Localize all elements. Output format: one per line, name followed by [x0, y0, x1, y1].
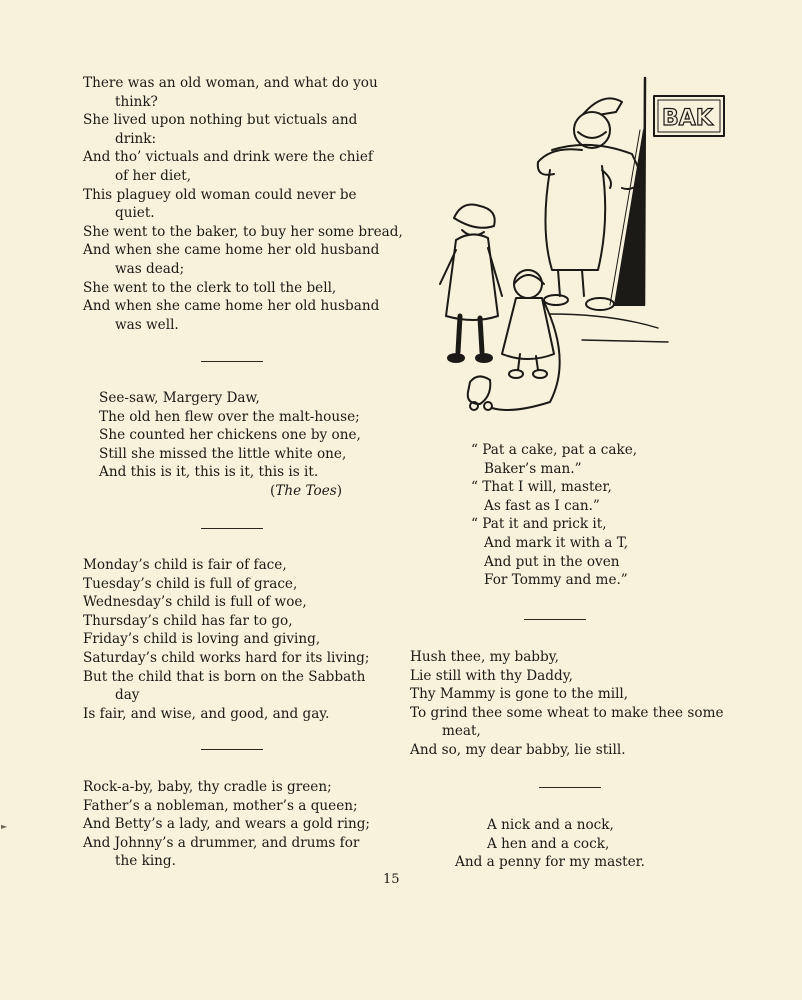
- poem-line: Thursday’s child has far to go,: [83, 612, 293, 629]
- poem-line: Wednesday’s child is full of woe,: [83, 594, 307, 611]
- poem-line: And tho’ victuals and drink were the chief: [83, 149, 373, 166]
- poem-line: Tuesday’s child is full of grace,: [83, 575, 298, 592]
- poem-line: There was an old woman, and what do you: [83, 75, 378, 91]
- poem-line: See-saw, Margery Daw,: [99, 390, 260, 406]
- poem-rock-a-by: [83, 778, 370, 871]
- poem-see-saw: [99, 389, 361, 501]
- poem-line: drink:: [115, 130, 157, 147]
- poem-line: “ Pat it and prick it,: [471, 516, 607, 533]
- poem-line: Monday’s child is fair of face,: [83, 557, 287, 573]
- poem-line: meat,: [442, 723, 481, 740]
- poem-line: And Johnny’s a drummer, and drums for: [83, 834, 360, 851]
- poem-line: And this is it, this is it, this is it.: [99, 464, 319, 481]
- baker-children-illustration: [432, 70, 732, 430]
- poem-line: “ That I will, master,: [471, 479, 612, 496]
- poem-line: think?: [115, 93, 158, 110]
- poem-line: But the child that is born on the Sabbath: [83, 668, 366, 685]
- attribution-title: The Toes: [275, 482, 337, 499]
- poem-line: And Betty’s a lady, and wears a gold ring;: [83, 816, 370, 833]
- page-number: 15: [383, 872, 400, 887]
- shop-sign-text: BAK: [662, 106, 713, 131]
- divider-rule: [201, 528, 263, 529]
- poem-pat-a-cake: [471, 441, 637, 590]
- poem-line: Baker’s man.”: [484, 460, 582, 477]
- poem-line: Rock-a-by, baby, thy cradle is green;: [83, 779, 332, 795]
- poem-line: of her diet,: [115, 167, 192, 184]
- poem-line: And a penny for my master.: [455, 854, 646, 871]
- poem-line: She went to the clerk to toll the bell,: [83, 279, 337, 296]
- divider-rule: [524, 619, 586, 620]
- attribution-close: ): [336, 482, 343, 499]
- poem-line: The old hen flew over the malt-house;: [99, 408, 360, 425]
- attribution-open: (: [270, 482, 276, 499]
- poem-mondays-child: [83, 556, 369, 723]
- poem-line: Lie still with thy Daddy,: [410, 667, 573, 684]
- poem-line: And when she came home her old husband: [83, 242, 380, 259]
- poem-line: Is fair, and wise, and good, and gay.: [83, 705, 330, 722]
- poem-line: And put in the oven: [484, 553, 620, 570]
- poem-line: And mark it with a T,: [484, 534, 629, 551]
- poem-line: A nick and a nock,: [487, 817, 614, 833]
- poem-line: This plaguey old woman could never be: [83, 186, 357, 203]
- poem-line: day: [115, 687, 140, 704]
- poem-line: Father’s a nobleman, mother’s a queen;: [83, 797, 358, 814]
- poem-line: Thy Mammy is gone to the mill,: [410, 686, 629, 703]
- poem-line: “ Pat a cake, pat a cake,: [471, 442, 638, 458]
- poem-nick-and-nock: [455, 816, 655, 872]
- poem-old-woman: [83, 74, 403, 334]
- margin-mark-icon: ►: [1, 822, 8, 831]
- poem-line: And so, my dear babby, lie still.: [410, 741, 626, 758]
- poem-line: Saturday’s child works hard for its living;: [83, 649, 370, 666]
- poem-line: She went to the baker, to buy her some bread,: [83, 223, 403, 240]
- poem-line: She counted her chickens one by one,: [99, 427, 361, 444]
- poem-line: For Tommy and me.”: [484, 572, 628, 589]
- poem-line: And when she came home her old husband: [83, 298, 380, 315]
- divider-rule: [201, 361, 263, 362]
- poem-line: She lived upon nothing but victuals and: [83, 112, 358, 129]
- poem-line: Still she missed the little white one,: [99, 445, 347, 462]
- poem-line: was well.: [115, 316, 179, 333]
- poem-line: Hush thee, my babby,: [410, 649, 559, 665]
- poem-line: was dead;: [115, 260, 185, 277]
- divider-rule: [539, 787, 601, 788]
- poem-line: the king.: [115, 853, 176, 870]
- poem-line: As fast as I can.”: [484, 497, 600, 514]
- poem-line: quiet.: [115, 205, 155, 222]
- poem-hush-thee: [410, 648, 724, 760]
- poem-line: Friday’s child is loving and giving,: [83, 631, 321, 648]
- poem-line: A hen and a cock,: [487, 835, 610, 852]
- poem-line: To grind thee some wheat to make thee some: [410, 704, 724, 721]
- divider-rule: [201, 749, 263, 750]
- poem-attribution: [99, 482, 361, 501]
